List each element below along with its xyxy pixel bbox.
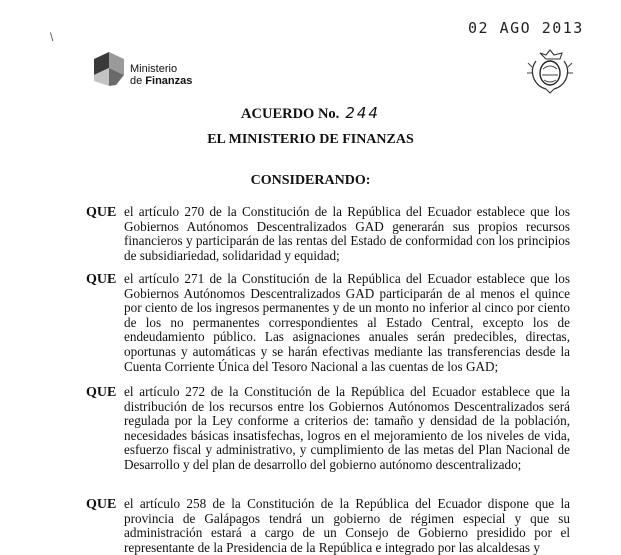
clause-label: QUE [86,385,117,400]
considerando-heading: CONSIDERANDO: [250,173,371,188]
clause-text: el artículo 271 de la Constitución de la República del Ecuador establece que los Gobiernos Autónomos Descentralizados GAD participarán de al menos el quince por ciento de los ingresos permanentes y de un monto no inferior al cinco por ciento de los no permanentes correspondientes al Estado Central, excepto los de endeudamiento público. Las asignaciones anuales serán predecibles, directas, oportunas y automáticas y se harán efectivas mediante las transferencias desde la Cuenta Corriente Única del Tesoro Nacional a las cuentas de los GAD; [124,271,570,374]
clause-1 [86,205,570,263]
logo-line-2: de Finanzas [130,75,193,87]
clause-label: QUE [86,497,117,512]
acuerdo-heading [0,104,621,123]
clause-text: el artículo 258 de la Constitución de la República del Ecuador dispone que la provincia de Galápagos tendrá un gobierno de régimen especial y que su administración estará a cargo de un Consejo de Gobierno presidido por el representante de la Presidencia de la República e integrado por las alcaldesas y [124,496,570,555]
coat-of-arms-emblem [526,47,574,100]
clause-label: QUE [86,205,117,220]
clause-4 [86,497,570,555]
handwritten-mark: \ [50,30,54,44]
clause-label: QUE [86,272,117,287]
received-date-stamp: 02 AGO 2013 [468,19,584,37]
ministry-logo-icon [92,51,126,89]
clause-2 [86,272,570,374]
clause-3 [86,385,570,473]
acuerdo-number: 244 [345,104,380,122]
clause-text: el artículo 272 de la Constitución de la República del Ecuador establece que la distribución de los recursos entre los Gobiernos Autónomos Descentralizados será regulada por la Ley conforme a criterios de: tamaño y densidad de la población, necesidades básicas insatisfechas, logros en el mejoramiento de los niveles de vida, esfuerzo fiscal y administrativo, y cumplimiento de las metas del Plan Nacional de Desarrollo y del plan de desarrollo del gobierno autónomo descentralizado; [124,384,570,472]
ministry-logo [92,47,202,93]
logo-line-1: Ministerio [130,63,178,75]
clause-text: el artículo 270 de la Constitución de la República del Ecuador establece que los Gobiernos Autónomos Descentralizados GAD generarán sus propios recursos financieros y participarán de las rentas del Estado de conformidad con los principios de subsidiariedad, solidaridad y equidad; [124,204,570,263]
ministry-heading: EL MINISTERIO DE FINANZAS [207,132,414,147]
acuerdo-label: ACUERDO No. [241,106,340,122]
